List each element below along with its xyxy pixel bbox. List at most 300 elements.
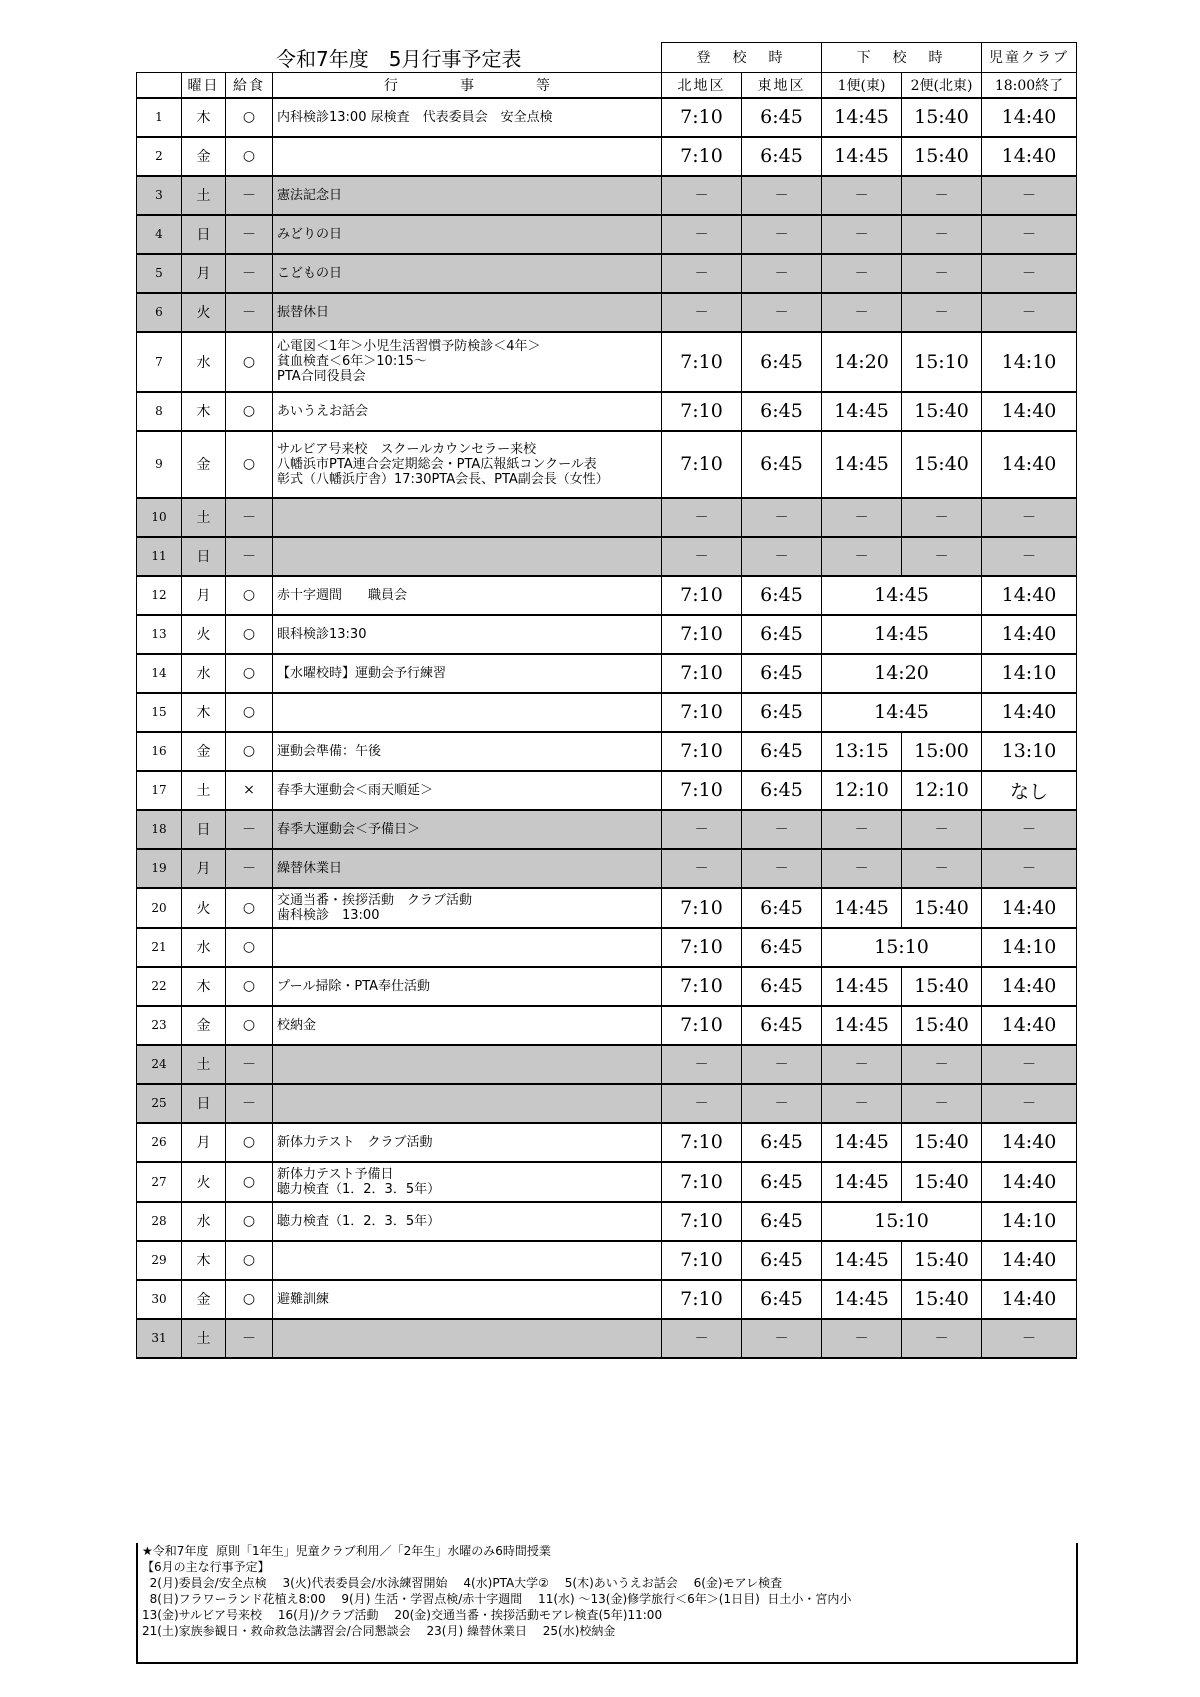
weekday-cell: 火 [182,888,226,928]
east-time-cell: 6:45 [742,98,822,137]
day-cell: 3 [137,176,182,215]
bus2-time-cell: 15:40 [902,1162,982,1202]
weekday-cell: 木 [182,392,226,431]
meal-cell: － [226,1045,273,1084]
table-row [137,1319,1077,1358]
club-time-cell: 14:10 [982,654,1077,693]
north-header: 北地区 [662,72,742,98]
club-time-cell: 14:10 [982,332,1077,392]
schedule-table [136,42,1077,1359]
event-cell [273,137,662,176]
bus1-time-cell: － [822,537,902,576]
day-cell: 16 [137,732,182,771]
day-cell: 7 [137,332,182,392]
event-cell [273,1319,662,1358]
table-row [137,498,1077,537]
bus1-time-cell: 14:45 [822,967,902,1006]
east-time-cell: 6:45 [742,693,822,732]
bus2-time-cell: 15:40 [902,98,982,137]
east-time-cell: 6:45 [742,732,822,771]
notes-box [136,1543,1078,1664]
table-row [137,928,1077,967]
table-row [137,176,1077,215]
day-cell: 18 [137,810,182,849]
event-cell: 春季大運動会＜予備日＞ [273,810,662,849]
bus1-time-cell: 14:45 [822,431,902,498]
table-row [137,1162,1077,1202]
club-time-cell: 14:10 [982,1202,1077,1241]
east-time-cell: 6:45 [742,771,822,810]
event-cell: 聴力検査（1．2．3．5年） [273,1202,662,1241]
table-row [137,1202,1077,1241]
meal-cell: ○ [226,431,273,498]
weekday-cell: 日 [182,215,226,254]
table-row [137,1280,1077,1319]
weekday-cell: 水 [182,654,226,693]
day-cell: 15 [137,693,182,732]
bus1-time-cell: － [822,215,902,254]
event-cell [273,1241,662,1280]
north-time-cell: 7:10 [662,771,742,810]
club-header-label: 児童クラブ [989,50,1070,67]
meal-cell: － [226,537,273,576]
weekday-cell: 日 [182,810,226,849]
bus2-time-cell: 15:40 [902,1123,982,1162]
bus1-time-cell: － [822,176,902,215]
club-time-cell: － [982,1084,1077,1123]
east-time-cell: － [742,1084,822,1123]
weekday-cell: 水 [182,928,226,967]
club-time-cell: － [982,293,1077,332]
club-time-cell: 13:10 [982,732,1077,771]
east-time-cell: － [742,215,822,254]
bus1-time-cell: － [822,293,902,332]
bus1-time-cell: 14:45 [822,888,902,928]
bus1-time-cell: 14:45 [822,1006,902,1045]
meal-cell: ○ [226,98,273,137]
club-end-header: 18:00終了 [982,72,1077,98]
north-time-cell: 7:10 [662,888,742,928]
bus1-header: 1便(東) [822,72,902,98]
departure-time-cell: 15:10 [822,1202,982,1241]
departure-time-cell: 14:45 [822,576,982,615]
bus1-time-cell: － [822,1084,902,1123]
meal-cell: ○ [226,693,273,732]
club-time-cell: 14:40 [982,888,1077,928]
table-row [137,293,1077,332]
bus2-time-cell: － [902,1319,982,1358]
bus1-time-cell: － [822,1045,902,1084]
meal-cell: ○ [226,654,273,693]
east-time-cell: 6:45 [742,615,822,654]
club-time-cell: 14:40 [982,1162,1077,1202]
bus2-time-cell: 15:40 [902,431,982,498]
event-cell: 赤十字週間 職員会 [273,576,662,615]
event-cell: こどもの日 [273,254,662,293]
meal-cell: － [226,1319,273,1358]
table-row [137,392,1077,431]
north-time-cell: － [662,1045,742,1084]
north-time-cell: 7:10 [662,1241,742,1280]
bus1-time-cell: 14:20 [822,332,902,392]
arrival-header-label: 登 校 時 [696,50,787,67]
table-row [137,771,1077,810]
meal-cell: ○ [226,137,273,176]
table-row [137,849,1077,888]
east-time-cell: 6:45 [742,1202,822,1241]
weekday-cell: 水 [182,1202,226,1241]
meal-cell: ○ [226,1241,273,1280]
day-cell: 28 [137,1202,182,1241]
meal-header: 給食 [226,72,273,98]
meal-cell: － [226,215,273,254]
event-cell: 【水曜校時】運動会予行練習 [273,654,662,693]
day-cell: 9 [137,431,182,498]
north-time-cell: 7:10 [662,967,742,1006]
east-time-cell: 6:45 [742,928,822,967]
meal-cell: － [226,849,273,888]
north-time-cell: － [662,498,742,537]
east-time-cell: － [742,810,822,849]
table-row [137,615,1077,654]
meal-cell: ○ [226,332,273,392]
club-time-cell: － [982,810,1077,849]
east-time-cell: 6:45 [742,332,822,392]
weekday-cell: 金 [182,1280,226,1319]
club-time-cell: 14:40 [982,1006,1077,1045]
event-cell: 避難訓練 [273,1280,662,1319]
club-time-cell: － [982,498,1077,537]
north-time-cell: 7:10 [662,392,742,431]
weekday-cell: 土 [182,1045,226,1084]
weekday-cell: 土 [182,1319,226,1358]
meal-cell: ○ [226,888,273,928]
weekday-cell: 火 [182,615,226,654]
club-time-cell: 14:40 [982,98,1077,137]
east-header: 東地区 [742,72,822,98]
bus1-time-cell: 14:45 [822,1241,902,1280]
north-time-cell: 7:10 [662,137,742,176]
day-cell: 8 [137,392,182,431]
weekday-cell: 金 [182,137,226,176]
north-time-cell: － [662,1319,742,1358]
east-time-cell: － [742,1319,822,1358]
arrival-header [662,43,822,73]
day-cell: 30 [137,1280,182,1319]
bus1-time-cell: 12:10 [822,771,902,810]
bus1-time-cell: － [822,1319,902,1358]
event-cell: 振替休日 [273,293,662,332]
meal-cell: ○ [226,1202,273,1241]
table-row [137,1123,1077,1162]
bus1-time-cell: 14:45 [822,1162,902,1202]
bus1-time-cell: － [822,810,902,849]
departure-header-label: 下 校 時 [856,50,947,67]
bus2-time-cell: － [902,1045,982,1084]
bus1-time-cell: 14:45 [822,392,902,431]
north-time-cell: 7:10 [662,693,742,732]
table-row [137,137,1077,176]
weekday-cell: 月 [182,1123,226,1162]
day-cell: 11 [137,537,182,576]
table-row [137,1084,1077,1123]
north-time-cell: 7:10 [662,332,742,392]
club-time-cell: 14:40 [982,615,1077,654]
day-cell: 21 [137,928,182,967]
header-row [137,43,1077,73]
weekday-cell: 日 [182,1084,226,1123]
bus2-time-cell: － [902,810,982,849]
weekday-cell: 木 [182,693,226,732]
table-row [137,537,1077,576]
east-time-cell: 6:45 [742,1006,822,1045]
bus2-time-cell: 12:10 [902,771,982,810]
club-time-cell: 14:40 [982,1241,1077,1280]
day-cell: 27 [137,1162,182,1202]
table-row [137,1045,1077,1084]
club-header [982,43,1077,73]
north-time-cell: 7:10 [662,1280,742,1319]
club-time-cell: － [982,176,1077,215]
bus2-time-cell: － [902,1084,982,1123]
weekday-cell: 月 [182,576,226,615]
bus2-header: 2便(北東) [902,72,982,98]
weekday-cell: 火 [182,293,226,332]
club-time-cell: － [982,849,1077,888]
meal-cell: ○ [226,615,273,654]
bus1-time-cell: 13:15 [822,732,902,771]
north-time-cell: － [662,1084,742,1123]
north-time-cell: － [662,849,742,888]
meal-cell: － [226,293,273,332]
club-time-cell: 14:10 [982,928,1077,967]
bus1-time-cell: 14:45 [822,137,902,176]
note-line: 2(月)委員会/安全点検 3(火)代表委員会/水泳練習開始 4(水)PTA大学② 5(木)あいうえお話会 6(金)モアレ検査 [142,1576,783,1590]
north-time-cell: 7:10 [662,1006,742,1045]
bus2-time-cell: 15:10 [902,332,982,392]
day-cell: 12 [137,576,182,615]
club-time-cell: － [982,1045,1077,1084]
note-line: 13(金)サルビア号来校 16(月)/クラブ活動 20(金)交通当番・挨拶活動モアレ検査(5年)11:00 [142,1608,663,1622]
weekday-cell: 月 [182,254,226,293]
departure-time-cell: 14:20 [822,654,982,693]
event-cell: 心電図＜1年＞小児生活習慣予防検診＜4年＞ 貧血検査＜6年＞10:15～ PTA合同役員会 [273,332,662,392]
north-time-cell: － [662,254,742,293]
departure-time-cell: 15:10 [822,928,982,967]
table-row [137,1006,1077,1045]
north-time-cell: 7:10 [662,98,742,137]
departure-time-cell: 14:45 [822,615,982,654]
north-time-cell: － [662,176,742,215]
bus2-time-cell: 15:40 [902,1280,982,1319]
day-cell: 17 [137,771,182,810]
club-time-cell: － [982,1319,1077,1358]
event-cell: 新体力テスト予備日 聴力検査（1．2．3．5年） [273,1162,662,1202]
club-time-cell: なし [982,771,1077,810]
events-header [273,72,662,98]
day-cell: 14 [137,654,182,693]
day-cell: 31 [137,1319,182,1358]
subheader-row [137,72,1077,98]
east-time-cell: － [742,293,822,332]
table-row [137,810,1077,849]
weekday-cell: 金 [182,1006,226,1045]
event-cell [273,1084,662,1123]
east-time-cell: － [742,498,822,537]
weekday-cell: 火 [182,1162,226,1202]
bus2-time-cell: － [902,215,982,254]
meal-cell: － [226,176,273,215]
bus1-time-cell: 14:45 [822,1280,902,1319]
event-cell [273,1045,662,1084]
bus2-time-cell: － [902,254,982,293]
east-time-cell: － [742,849,822,888]
departure-time-cell: 14:45 [822,693,982,732]
club-time-cell: 14:40 [982,693,1077,732]
event-cell [273,928,662,967]
bus2-time-cell: 15:40 [902,137,982,176]
page-title: 令和7年度 5月行事予定表 [137,43,662,73]
north-time-cell: 7:10 [662,615,742,654]
north-time-cell: － [662,810,742,849]
day-cell: 26 [137,1123,182,1162]
bus2-time-cell: 15:40 [902,967,982,1006]
meal-cell: － [226,254,273,293]
bus2-time-cell: － [902,537,982,576]
east-time-cell: 6:45 [742,654,822,693]
event-cell: 校納金 [273,1006,662,1045]
weekday-cell: 土 [182,771,226,810]
north-time-cell: 7:10 [662,1202,742,1241]
bus2-time-cell: 15:40 [902,392,982,431]
east-time-cell: － [742,1045,822,1084]
event-cell: サルビア号来校 スクールカウンセラー来校 八幡浜市PTA連合会定期総会・PTA広報紙コンクール表 彰式（八幡浜庁舎）17:30PTA会長、PTA副会長（女性） [273,431,662,498]
bus1-time-cell: 14:45 [822,1123,902,1162]
north-time-cell: － [662,293,742,332]
club-time-cell: 14:40 [982,392,1077,431]
table-row [137,576,1077,615]
club-time-cell: － [982,537,1077,576]
day-cell: 2 [137,137,182,176]
note-line: 【6月の主な行事予定】 [142,1560,270,1574]
day-cell: 20 [137,888,182,928]
table-row [137,98,1077,137]
table-row [137,654,1077,693]
east-time-cell: 6:45 [742,1162,822,1202]
day-cell: 10 [137,498,182,537]
departure-header [822,43,982,73]
event-cell: 運動会準備：午後 [273,732,662,771]
east-time-cell: 6:45 [742,1241,822,1280]
east-time-cell: 6:45 [742,967,822,1006]
note-line: 8(日)フラワーランド花植え8:00 9(月) 生活・学習点検/赤十字週間 11(水) ～13(金)修学旅行＜6年＞(1日目) 日土小・宮内小 [142,1592,852,1606]
bus1-time-cell: － [822,254,902,293]
east-time-cell: 6:45 [742,1123,822,1162]
bus2-time-cell: 15:40 [902,1006,982,1045]
day-cell: 1 [137,98,182,137]
club-time-cell: － [982,254,1077,293]
club-time-cell: 14:40 [982,967,1077,1006]
event-cell [273,693,662,732]
table-row [137,254,1077,293]
day-cell: 5 [137,254,182,293]
meal-cell: ○ [226,732,273,771]
weekday-cell: 日 [182,537,226,576]
bus2-time-cell: 15:40 [902,1241,982,1280]
event-cell: 内科検診13:00 尿検査 代表委員会 安全点検 [273,98,662,137]
table-row [137,732,1077,771]
day-cell: 23 [137,1006,182,1045]
east-time-cell: 6:45 [742,431,822,498]
day-cell: 13 [137,615,182,654]
day-cell: 4 [137,215,182,254]
club-time-cell: 14:40 [982,576,1077,615]
bus1-time-cell: － [822,498,902,537]
events-header-label: 行事等 [384,77,612,94]
meal-cell: － [226,498,273,537]
bus2-time-cell: 15:00 [902,732,982,771]
weekday-cell: 木 [182,967,226,1006]
meal-cell: － [226,1084,273,1123]
weekday-cell: 月 [182,849,226,888]
day-cell: 6 [137,293,182,332]
meal-cell: ○ [226,1123,273,1162]
east-time-cell: 6:45 [742,1280,822,1319]
weekday-cell: 金 [182,431,226,498]
north-time-cell: － [662,537,742,576]
club-time-cell: － [982,215,1077,254]
meal-cell: × [226,771,273,810]
bus2-time-cell: － [902,293,982,332]
bus2-time-cell: － [902,176,982,215]
table-row [137,967,1077,1006]
table-row [137,215,1077,254]
day-cell: 24 [137,1045,182,1084]
weekday-cell: 水 [182,332,226,392]
event-cell [273,537,662,576]
meal-cell: ○ [226,576,273,615]
meal-cell: ○ [226,967,273,1006]
north-time-cell: 7:10 [662,576,742,615]
event-cell: 新体力テスト クラブ活動 [273,1123,662,1162]
weekday-header: 曜日 [182,72,226,98]
event-cell: プール掃除・PTA奉仕活動 [273,967,662,1006]
east-time-cell: 6:45 [742,137,822,176]
day-header [137,72,182,98]
event-cell: 繰替休業日 [273,849,662,888]
bus2-time-cell: － [902,498,982,537]
event-cell: あいうえお話会 [273,392,662,431]
east-time-cell: 6:45 [742,392,822,431]
event-cell: 交通当番・挨拶活動 クラブ活動 歯科検診 13:00 [273,888,662,928]
meal-cell: ○ [226,392,273,431]
weekday-cell: 土 [182,176,226,215]
meal-cell: ○ [226,928,273,967]
club-time-cell: 14:40 [982,1280,1077,1319]
north-time-cell: 7:10 [662,1123,742,1162]
bus1-time-cell: 14:45 [822,98,902,137]
weekday-cell: 木 [182,98,226,137]
table-row [137,431,1077,498]
club-time-cell: 14:40 [982,431,1077,498]
event-cell: 憲法記念日 [273,176,662,215]
east-time-cell: － [742,537,822,576]
club-time-cell: 14:40 [982,137,1077,176]
event-cell: 眼科検診13:30 [273,615,662,654]
meal-cell: ○ [226,1280,273,1319]
meal-cell: － [226,810,273,849]
bus1-time-cell: － [822,849,902,888]
